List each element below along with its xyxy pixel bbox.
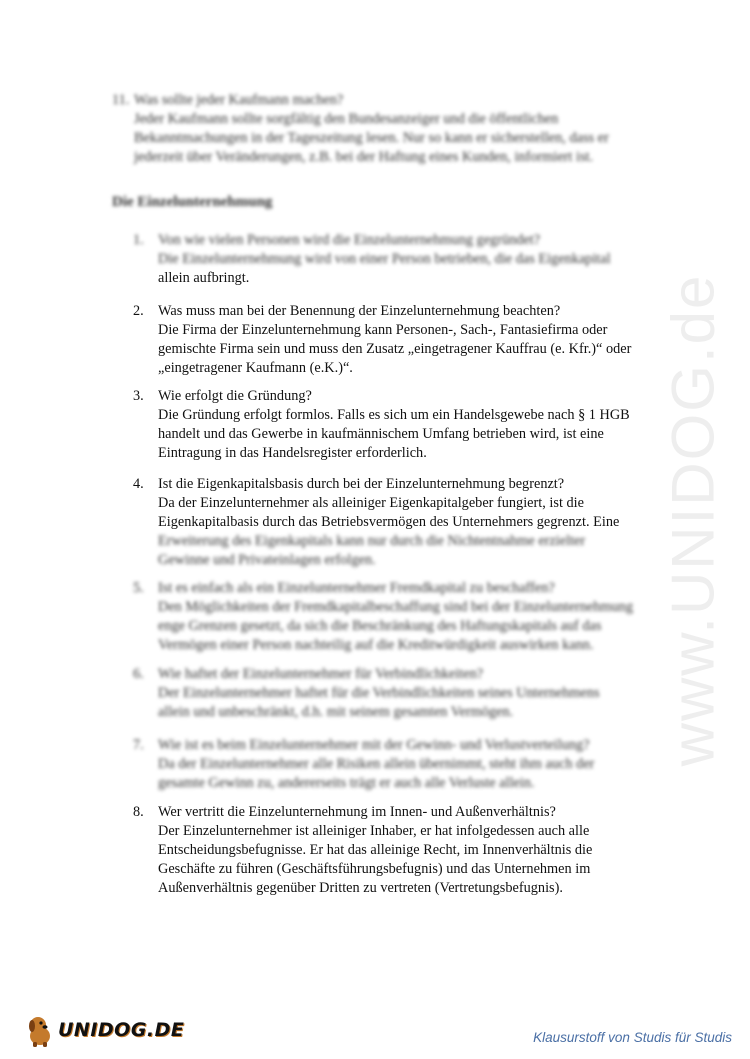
question-number: 11.: [112, 92, 130, 108]
question-11: [112, 91, 632, 167]
question-number: 2.: [133, 303, 144, 319]
question-number: 6.: [133, 666, 144, 682]
answer-text: Die Firma der Einzelunternehmung kann Personen-, Sach-, Fantasiefirma oder gemischte Firma sein und muss den Zusatz „eingetragener Kauffrau (e. Kfr.)“ oder „eingetragener Kaufmann (e.K.)“.: [158, 322, 632, 376]
question-number: 5.: [133, 580, 144, 596]
question-2: [133, 302, 653, 378]
answer-text: Den Möglichkeiten der Fremdkapitalbeschaffung sind bei der Einzelunternehmung enge Grenzen gesetzt, da sich die Beschränkung des Haftungskapitals auf das Vermögen einer Person nachteilig auf die Kreditwürdigkeit auswirken kann.: [158, 599, 633, 653]
question-7: [133, 736, 653, 793]
question-number: 7.: [133, 737, 144, 753]
question-1: [133, 231, 653, 288]
question-number: 1.: [133, 232, 144, 248]
question-6: [133, 665, 653, 722]
question-text: Ist es einfach als ein Einzelunternehmer Fremdkapital zu beschaffen?: [158, 580, 555, 596]
question-text: Wie haftet der Einzelunternehmer für Verbindlichkeiten?: [158, 666, 484, 682]
answer-text: Die Gründung erfolgt formlos. Falls es sich um ein Handelsgewebe nach § 1 HGB handelt und das Gewerbe in kaufmännischem Umfang betrieben wird, ist eine Eintragung in das Handelsregister erforderlich.: [158, 407, 630, 461]
question-text: Von wie vielen Personen wird die Einzelunternehmung gegründet?: [158, 232, 541, 248]
question-4: [133, 475, 653, 570]
question-number: 8.: [133, 804, 144, 820]
answer-text-blurred: Erweiterung des Eigenkapitals kann nur durch die Nichtentnahme erzielter Gewinne und Privateinlagen erfolgen.: [158, 533, 586, 568]
question-text: Ist die Eigenkapitalsbasis durch bei der Einzelunternehmung begrenzt?: [158, 476, 565, 492]
logo-text: UNIDOG.DE: [58, 1019, 185, 1041]
question-text: Wie erfolgt die Gründung?: [158, 388, 312, 404]
question-8: [133, 803, 653, 898]
question-text: Was muss man bei der Benennung der Einzelunternehmung beachten?: [158, 303, 561, 319]
answer-text-blurred: Die Einzelunternehmung wird von einer Person betrieben, die das Eigenkapital: [158, 251, 611, 267]
question-text: Was sollte jeder Kaufmann machen?: [134, 92, 344, 108]
answer-text: Der Einzelunternehmer ist alleiniger Inhaber, er hat infolgedessen auch alle Entscheidungsbefugnisse. Er hat das alleinige Recht, im Innenverhältnis die Geschäfte zu führen (Geschäftsführungsbefugnis) und das Unternehmen im Außenverhältnis gegenüber Dritten zu vertreten (Vertretungsbefugnis).: [158, 823, 593, 896]
question-text: Wer vertritt die Einzelunternehmung im Innen- und Außenverhältnis?: [158, 804, 556, 820]
question-text: Wie ist es beim Einzelunternehmer mit der Gewinn- und Verlustverteilung?: [158, 737, 590, 753]
question-5: [133, 579, 653, 655]
question-number: 3.: [133, 388, 144, 404]
question-number: 4.: [133, 476, 144, 492]
question-3: [133, 387, 653, 463]
watermark: www.UNIDOG.de: [659, 273, 727, 767]
unidog-logo: [22, 1012, 184, 1048]
answer-text: Der Einzelunternehmer haftet für die Verbindlichkeiten seines Unternehmens allein und unbeschränkt, d.h. mit seinem gesamten Vermögen.: [158, 685, 600, 720]
answer-text: allein aufbringt.: [158, 270, 250, 286]
dog-icon: [22, 1012, 58, 1048]
answer-text: Jeder Kaufmann sollte sorgfältig den Bundesanzeiger und die öffentlichen Bekanntmachungen in der Tageszeitung lesen. Nur so kann er sicherstellen, dass er jederzeit über Veränderungen, z.B. bei der Haftung eines Kunden, informiert ist.: [134, 111, 609, 165]
answer-text: Da der Einzelunternehmer als alleiniger Eigenkapitalgeber fungiert, ist die Eigenkapitalbasis durch das Betriebsvermögen des Unternehmers gegrenzt. Eine: [158, 495, 620, 530]
footer-tagline: Klausurstoff von Studis für Studis: [533, 1030, 732, 1045]
answer-text: Da der Einzelunternehmer alle Risiken allein übernimmt, steht ihm auch der gesamte Gewinn zu, andererseits trägt er auch alle Verluste allein.: [158, 756, 595, 791]
section-heading: Die Einzelunternehmung: [112, 194, 273, 210]
